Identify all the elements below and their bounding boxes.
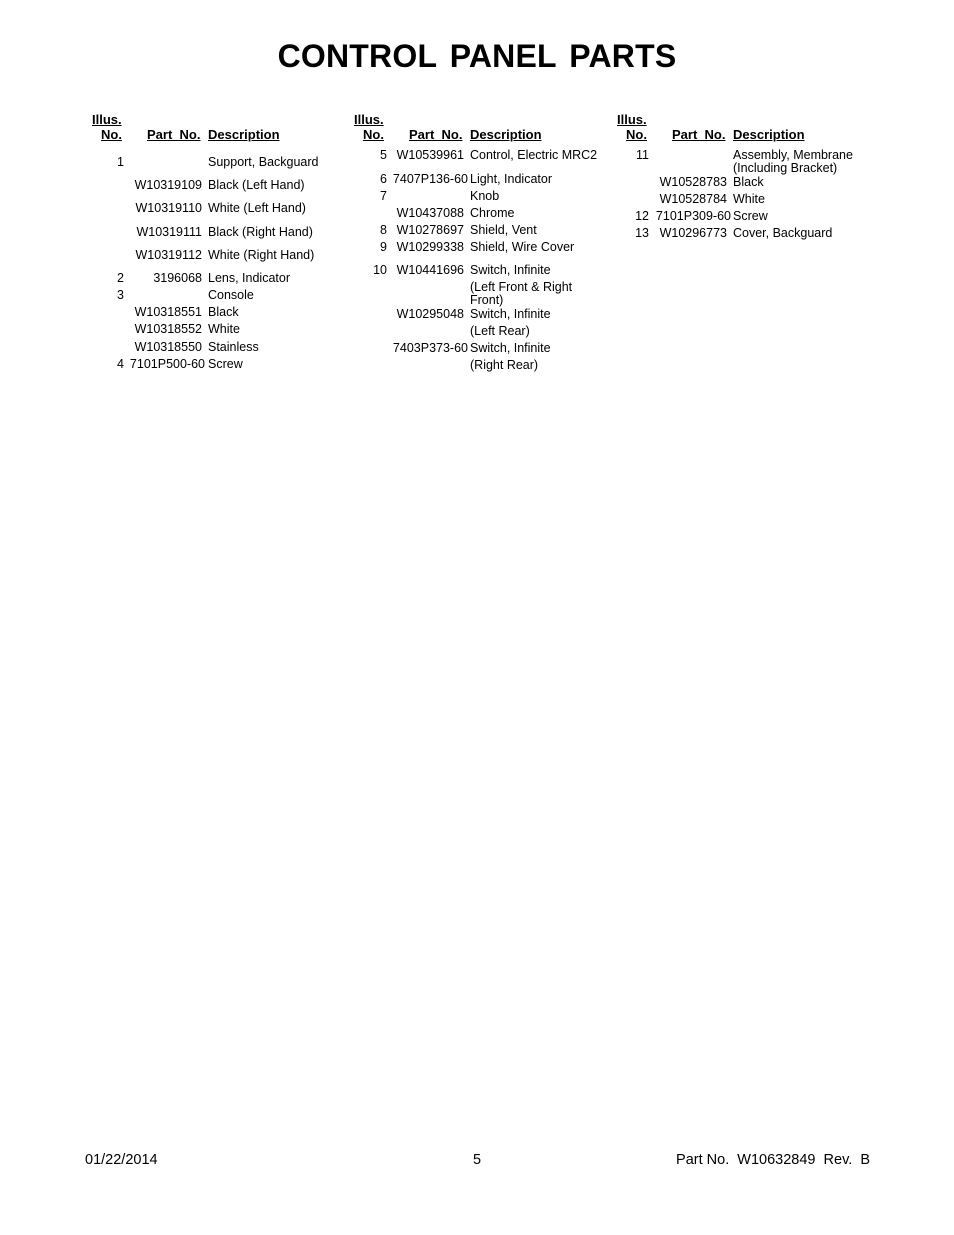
part-description: Lens, Indicator [208, 271, 290, 285]
header-illus: Illus. [617, 112, 647, 127]
footer-part-number: Part No. W10632849 Rev. B [676, 1152, 870, 1168]
part-description: Stainless [208, 340, 259, 354]
illus-number: 13 [635, 226, 649, 240]
illus-number: 6 [380, 172, 387, 186]
part-description: Black (Right Hand) [208, 225, 313, 239]
part-description: Screw [208, 357, 243, 371]
part-number: W10437088 [396, 206, 464, 220]
part-number: W10318550 [134, 340, 202, 354]
part-description: Console [208, 288, 254, 302]
part-description: (Left Front & Right Front) [470, 280, 573, 307]
illus-number: 12 [635, 209, 649, 223]
illus-number: 3 [117, 288, 124, 302]
part-description: White [733, 192, 765, 206]
part-number: W10319109 [134, 178, 202, 192]
part-description: Switch, Infinite [470, 263, 551, 277]
footer-date: 01/22/2014 [85, 1152, 158, 1168]
part-number: W10278697 [396, 223, 464, 237]
part-number: W10528783 [659, 175, 727, 189]
header-illus: Illus. [92, 112, 122, 127]
illus-number: 1 [117, 155, 124, 169]
part-description: White [208, 322, 240, 336]
illus-number: 2 [117, 271, 124, 285]
header-no: No. [626, 127, 647, 142]
part-description: (Right Rear) [470, 358, 539, 372]
part-description: Switch, Infinite [470, 307, 551, 321]
illus-number: 10 [373, 263, 387, 277]
part-description: White (Left Hand) [208, 201, 306, 215]
illus-number: 11 [636, 148, 649, 162]
part-number: 7101P500-60 [129, 357, 205, 371]
part-number: W10441696 [396, 263, 464, 277]
part-description: Light, Indicator [470, 172, 552, 186]
part-description: Screw [733, 209, 768, 223]
part-description: White (Right Hand) [208, 248, 315, 262]
part-number: 7407P136-60 [392, 172, 468, 186]
header-part-no: Part No. [409, 127, 463, 142]
illus-number: 9 [380, 240, 387, 254]
part-description: Knob [470, 189, 500, 203]
part-number: W10539961 [396, 148, 464, 162]
part-description: Black [208, 305, 239, 319]
part-description: Black [733, 175, 764, 189]
page-title: CONTROL PANEL PARTS [277, 38, 677, 74]
part-description: Cover, Backguard [733, 226, 833, 240]
part-number: 7403P373-60 [392, 341, 468, 355]
part-description: Control, Electric MRC2 [470, 148, 598, 162]
illus-number: 7 [380, 189, 387, 203]
part-description: (Left Rear) [470, 324, 530, 338]
part-number: 3196068 [153, 271, 202, 285]
part-number: W10318551 [134, 305, 202, 319]
header-illus: Illus. [354, 112, 384, 127]
part-description: Shield, Vent [470, 223, 537, 237]
part-number: W10319111 [136, 225, 202, 239]
header-description: Description [470, 127, 542, 142]
illus-number: 4 [117, 357, 124, 371]
footer-page-number: 5 [473, 1152, 482, 1168]
part-number: W10319110 [135, 201, 202, 215]
header-part-no: Part No. [672, 127, 726, 142]
header-part-no: Part No. [147, 127, 201, 142]
part-number: W10528784 [659, 192, 727, 206]
part-description: Chrome [470, 206, 515, 220]
part-description: Black (Left Hand) [208, 178, 305, 192]
part-number: W10319112 [135, 248, 202, 262]
part-number: W10318552 [134, 322, 202, 336]
part-number: W10295048 [396, 307, 464, 321]
part-description: Assembly, Membrane (Including Bracket) [733, 148, 853, 175]
illus-number: 5 [380, 148, 387, 162]
part-description: Support, Backguard [208, 155, 319, 169]
header-description: Description [208, 127, 280, 142]
illus-number: 8 [380, 223, 387, 237]
part-number: W10296773 [659, 226, 727, 240]
part-description: Shield, Wire Cover [470, 240, 575, 254]
part-description: Switch, Infinite [470, 341, 551, 355]
header-no: No. [363, 127, 384, 142]
part-number: W10299338 [396, 240, 464, 254]
header-no: No. [101, 127, 122, 142]
header-description: Description [733, 127, 805, 142]
part-number: 7101P309-60 [655, 209, 731, 223]
